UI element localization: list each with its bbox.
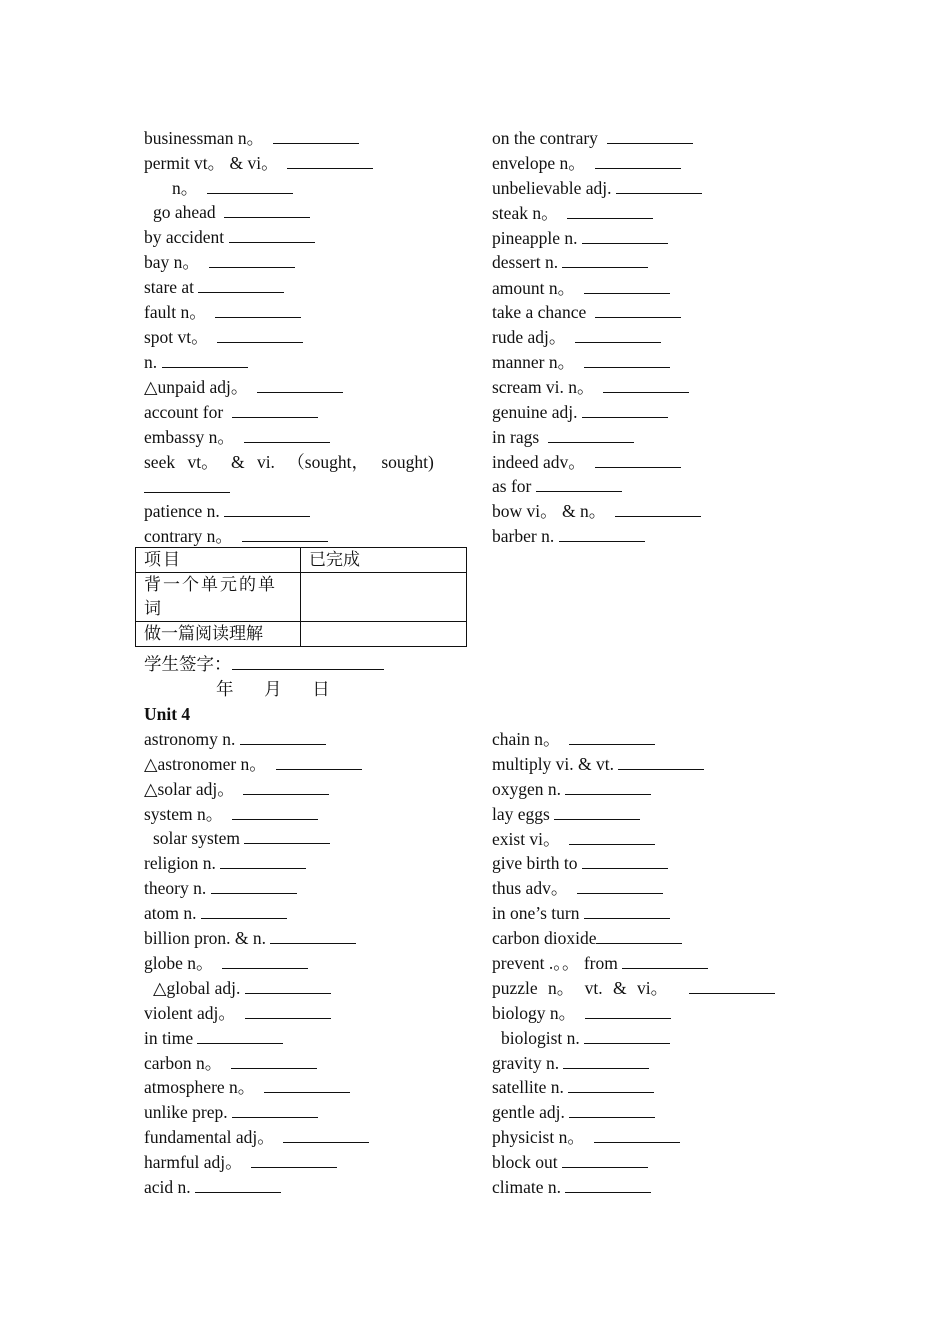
vocab-item: solar system xyxy=(153,828,330,848)
vocab-item: envelope n。 xyxy=(492,153,681,173)
answer-blank[interactable] xyxy=(567,204,653,219)
answer-blank[interactable] xyxy=(569,1103,655,1118)
vocab-item: pineapple n. xyxy=(492,228,668,248)
answer-blank[interactable] xyxy=(270,929,356,944)
answer-blank[interactable] xyxy=(569,730,655,745)
vocab-item: genuine adj. xyxy=(492,402,668,422)
vocab-item: bow vi。 & n。 xyxy=(492,501,701,521)
answer-blank[interactable] xyxy=(240,730,326,745)
vocab-item: seek vt。 & vi. （sought， sought) xyxy=(144,452,434,472)
answer-blank[interactable] xyxy=(595,453,681,468)
checklist-table xyxy=(135,547,467,647)
signature-line xyxy=(144,654,384,674)
vocab-item: amount n。 xyxy=(492,278,670,298)
vocab-item: in one’s turn xyxy=(492,903,670,923)
answer-blank[interactable] xyxy=(276,755,362,770)
vocab-item: take a chance xyxy=(492,302,681,322)
vocab-item: △astronomer n。 xyxy=(144,754,362,774)
answer-blank[interactable] xyxy=(582,229,668,244)
vocab-item: physicist n。 xyxy=(492,1127,680,1147)
checklist-row xyxy=(136,573,467,622)
vocab-item: by accident xyxy=(144,227,315,247)
vocab-item: oxygen n. xyxy=(492,779,651,799)
signature-field[interactable] xyxy=(232,655,384,670)
vocab-item: indeed adv。 xyxy=(492,452,681,472)
answer-blank[interactable] xyxy=(231,1054,317,1069)
vocab-item: theory n. xyxy=(144,878,297,898)
answer-blank[interactable] xyxy=(232,403,318,418)
vocab-item: account for xyxy=(144,402,318,422)
vocab-item: bay n。 xyxy=(144,252,295,272)
answer-blank[interactable] xyxy=(220,854,306,869)
vocab-item: spot vt。 xyxy=(144,327,303,347)
unit-title: Unit 4 xyxy=(144,704,191,724)
vocab-item: unbelievable adj. xyxy=(492,178,702,198)
answer-blank[interactable] xyxy=(595,154,681,169)
answer-blank[interactable] xyxy=(201,904,287,919)
answer-blank[interactable] xyxy=(603,378,689,393)
answer-blank[interactable] xyxy=(607,129,693,144)
vocab-item: satellite n. xyxy=(492,1077,654,1097)
vocab-item: astronomy n. xyxy=(144,729,326,749)
vocab-item: △unpaid adj。 xyxy=(144,377,343,397)
answer-blank[interactable] xyxy=(211,879,297,894)
answer-blank[interactable] xyxy=(594,1128,680,1143)
answer-blank[interactable] xyxy=(582,403,668,418)
answer-blank[interactable] xyxy=(565,1178,651,1193)
vocab-item: prevent .。。 from xyxy=(492,953,708,973)
vocab-item: exist vi。 xyxy=(492,829,655,849)
checklist-done-cell[interactable] xyxy=(301,573,467,622)
vocab-item: billion pron. & n. xyxy=(144,928,356,948)
answer-blank[interactable] xyxy=(584,1029,670,1044)
vocab-item: steak n。 xyxy=(492,203,653,223)
answer-blank[interactable] xyxy=(264,1078,350,1093)
answer-blank[interactable] xyxy=(536,477,622,492)
answer-blank[interactable] xyxy=(243,780,329,795)
answer-blank[interactable] xyxy=(224,203,310,218)
vocab-item: biology n。 xyxy=(492,1003,671,1023)
answer-blank[interactable] xyxy=(554,805,640,820)
vocab-item: permit vt。 & vi。 xyxy=(144,153,373,173)
vocab-item: fault n。 xyxy=(144,302,301,322)
answer-blank[interactable] xyxy=(584,353,670,368)
vocab-item: △global adj. xyxy=(153,978,331,998)
vocab-item: atom n. xyxy=(144,903,287,923)
answer-blank[interactable] xyxy=(618,755,704,770)
vocab-item: scream vi. n。 xyxy=(492,377,689,397)
vocab-item: barber n. xyxy=(492,526,645,546)
checklist-done-cell[interactable] xyxy=(301,622,467,647)
answer-blank[interactable] xyxy=(559,527,645,542)
answer-blank[interactable] xyxy=(283,1128,369,1143)
vocab-item: go ahead xyxy=(153,202,310,222)
answer-blank[interactable] xyxy=(242,527,328,542)
answer-blank[interactable] xyxy=(568,1078,654,1093)
vocab-item: give birth to xyxy=(492,853,668,873)
answer-blank[interactable] xyxy=(232,1103,318,1118)
answer-blank[interactable] xyxy=(595,303,681,318)
answer-blank[interactable] xyxy=(582,854,668,869)
answer-blank[interactable] xyxy=(596,929,682,944)
date-year: 年 xyxy=(216,679,234,699)
vocab-item: rude adj。 xyxy=(492,327,661,347)
vocab-item: multiply vi. & vt. xyxy=(492,754,704,774)
vocab-item: biologist n. xyxy=(501,1028,670,1048)
answer-blank[interactable] xyxy=(245,979,331,994)
answer-blank[interactable] xyxy=(287,154,373,169)
checklist-header-item: 项目 xyxy=(136,548,301,573)
vocab-item: patience n. xyxy=(144,501,310,521)
vocab-item: puzzle n。 vt. & vi。 xyxy=(492,978,775,998)
vocab-item: n. xyxy=(144,352,248,372)
vocab-item: manner n。 xyxy=(492,352,670,372)
vocab-item: lay eggs xyxy=(492,804,640,824)
answer-blank[interactable] xyxy=(215,303,301,318)
vocab-item: as for xyxy=(492,476,622,496)
answer-blank[interactable] xyxy=(207,179,293,194)
vocab-item: embassy n。 xyxy=(144,427,330,447)
vocab-item: system n。 xyxy=(144,804,318,824)
checklist-task: 做一篇阅读理解 xyxy=(136,622,301,647)
answer-blank[interactable] xyxy=(162,353,248,368)
vocab-item: gravity n. xyxy=(492,1053,649,1073)
vocab-item: religion n. xyxy=(144,853,306,873)
vocab-item xyxy=(144,477,230,497)
vocab-item: chain n。 xyxy=(492,729,655,749)
vocab-item: fundamental adj。 xyxy=(144,1127,369,1147)
vocab-item: gentle adj. xyxy=(492,1102,655,1122)
answer-blank[interactable] xyxy=(195,1178,281,1193)
vocab-item: block out xyxy=(492,1152,648,1172)
checklist-task: 背一个单元的单词 xyxy=(136,573,301,622)
vocab-item: carbon dioxide xyxy=(492,928,682,948)
vocab-item: in rags xyxy=(492,427,634,447)
vocab-item: violent adj。 xyxy=(144,1003,331,1023)
answer-blank[interactable] xyxy=(565,780,651,795)
vocab-item: △solar adj。 xyxy=(144,779,329,799)
answer-blank[interactable] xyxy=(257,378,343,393)
checklist-header-row xyxy=(136,548,467,573)
vocab-item: acid n. xyxy=(144,1177,281,1197)
date-line xyxy=(216,679,330,699)
answer-blank[interactable] xyxy=(198,278,284,293)
answer-blank[interactable] xyxy=(224,502,310,517)
vocab-item: unlike prep. xyxy=(144,1102,318,1122)
vocab-item: atmosphere n。 xyxy=(144,1077,350,1097)
vocab-item: n。 xyxy=(172,178,293,198)
answer-blank[interactable] xyxy=(209,253,295,268)
vocab-item: harmful adj。 xyxy=(144,1152,337,1172)
checklist-row xyxy=(136,622,467,647)
vocab-item: stare at xyxy=(144,277,284,297)
answer-blank[interactable] xyxy=(229,228,315,243)
answer-blank[interactable] xyxy=(569,830,655,845)
answer-blank[interactable] xyxy=(563,1054,649,1069)
answer-blank[interactable] xyxy=(584,279,670,294)
answer-blank[interactable] xyxy=(585,1004,671,1019)
vocab-item: globe n。 xyxy=(144,953,308,973)
answer-blank[interactable] xyxy=(244,829,330,844)
vocab-item: in time xyxy=(144,1028,283,1048)
answer-blank[interactable] xyxy=(144,478,230,493)
vocab-item: carbon n。 xyxy=(144,1053,317,1073)
vocab-item: dessert n. xyxy=(492,252,648,272)
answer-blank[interactable] xyxy=(217,328,303,343)
answer-blank[interactable] xyxy=(273,129,359,144)
vocab-item: thus adv。 xyxy=(492,878,663,898)
answer-blank[interactable] xyxy=(562,1153,648,1168)
checklist-header-done: 已完成 xyxy=(301,548,467,573)
answer-blank[interactable] xyxy=(222,954,308,969)
answer-blank[interactable] xyxy=(245,1004,331,1019)
answer-blank[interactable] xyxy=(615,502,701,517)
answer-blank[interactable] xyxy=(689,979,775,994)
vocab-item: businessman n。 xyxy=(144,128,359,148)
answer-blank[interactable] xyxy=(232,805,318,820)
date-day: 日 xyxy=(312,679,330,699)
signature-label: 学生签字： xyxy=(144,654,232,674)
answer-blank[interactable] xyxy=(562,253,648,268)
answer-blank[interactable] xyxy=(616,179,702,194)
answer-blank[interactable] xyxy=(622,954,708,969)
date-month: 月 xyxy=(264,679,282,699)
vocab-item: contrary n。 xyxy=(144,526,328,546)
answer-blank[interactable] xyxy=(244,428,330,443)
answer-blank[interactable] xyxy=(575,328,661,343)
answer-blank[interactable] xyxy=(584,904,670,919)
answer-blank[interactable] xyxy=(548,428,634,443)
answer-blank[interactable] xyxy=(197,1029,283,1044)
vocab-item: climate n. xyxy=(492,1177,651,1197)
answer-blank[interactable] xyxy=(577,879,663,894)
vocab-item: on the contrary xyxy=(492,128,693,148)
answer-blank[interactable] xyxy=(251,1153,337,1168)
